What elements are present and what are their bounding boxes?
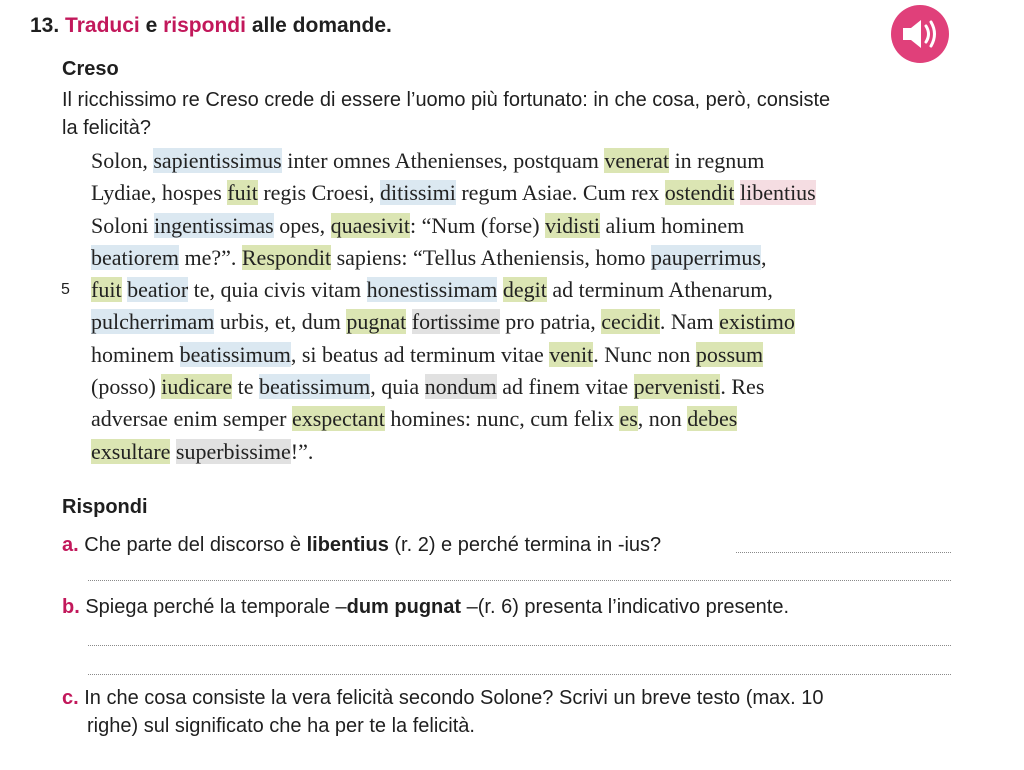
passage-text: regis Croesi, — [257, 180, 381, 206]
question-text: Spiega perché la temporale – — [85, 596, 347, 618]
highlighted-word: pulcherrimam — [91, 309, 215, 335]
passage-text: . Nunc non — [593, 341, 696, 367]
highlighted-word: quaesivit — [330, 212, 411, 238]
passage-text: hominem — [91, 341, 180, 367]
highlighted-word: beatissimum — [179, 341, 291, 367]
highlighted-word: beatiorem — [91, 244, 179, 270]
exercise-verb-answer: rispondi — [163, 14, 246, 37]
highlighted-word: possum — [695, 341, 764, 367]
question-text: Che parte del discorso è — [84, 534, 307, 556]
question-keyword: dum pugnat — [346, 596, 462, 618]
highlighted-word: venerat — [604, 148, 670, 173]
question-letter: a. — [62, 534, 79, 556]
passage-line — [91, 242, 971, 274]
passage-line — [91, 210, 971, 242]
highlighted-word: ostendit — [664, 180, 735, 206]
passage-line — [61, 274, 971, 306]
passage-line — [91, 436, 971, 468]
passage-text: Solon, — [91, 148, 154, 173]
passage-intro-line: la felicità? — [62, 117, 151, 139]
passage-title: Creso — [62, 58, 119, 80]
latin-passage — [61, 145, 971, 468]
highlighted-word: honestissimam — [366, 277, 498, 303]
line-number: 5 — [61, 281, 70, 299]
highlighted-word: iudicare — [161, 374, 233, 400]
highlighted-word: Respondit — [241, 244, 332, 270]
passage-line — [91, 339, 971, 371]
answer-line[interactable] — [88, 580, 951, 581]
passage-intro-line: Il ricchissimo re Creso crede di essere l’uomo più fortunato: in che cosa, però, consiste — [62, 89, 831, 111]
passage-text: Lydiae, hospes — [91, 180, 228, 206]
passage-text: : “Num (forse) — [410, 212, 546, 238]
question-letter: c. — [62, 687, 79, 709]
audio-play-button[interactable] — [891, 5, 949, 63]
passage-text: me?”. — [178, 244, 242, 270]
question-letter: b. — [62, 596, 80, 618]
question-text: In che cosa consiste la vera felicità secondo Solone? Scrivi un breve testo (max. 10 — [84, 687, 824, 709]
passage-text: , si beatus ad terminum vitae — [290, 341, 550, 367]
passage-text: , non — [637, 406, 688, 432]
highlighted-word: degit — [502, 277, 547, 303]
highlighted-word: cecidit — [601, 309, 660, 335]
highlighted-word: pauperrimus — [650, 244, 761, 270]
passage-line — [91, 145, 971, 177]
highlighted-word: exsultare — [91, 438, 171, 464]
answer-line[interactable] — [88, 674, 951, 675]
highlighted-word: fuit — [91, 277, 122, 303]
highlighted-word: fuit — [227, 180, 258, 206]
passage-text: , quia — [370, 374, 425, 400]
passage-text: adversae enim semper — [91, 406, 292, 432]
question-b — [62, 593, 962, 621]
answer-line[interactable] — [736, 552, 951, 553]
exercise-title-rest: alle domande. — [251, 14, 392, 37]
highlighted-word: exspectant — [291, 406, 385, 432]
passage-text: regum Asiae. Cum rex — [455, 180, 665, 206]
passage-intro — [62, 86, 962, 142]
highlighted-word: es — [619, 406, 638, 432]
passage-text: urbis, et, dum — [214, 309, 347, 335]
passage-text: , — [760, 244, 767, 270]
passage-line — [91, 371, 971, 403]
question-text: (r. 2) e perché termina in -ius? — [388, 534, 662, 556]
speaker-icon — [900, 17, 940, 51]
passage-text: te — [232, 374, 260, 400]
answer-line[interactable] — [88, 645, 951, 646]
question-keyword: libentius — [306, 534, 389, 556]
highlighted-word: vidisti — [545, 212, 601, 238]
highlighted-word: venit — [549, 341, 594, 367]
passage-text: in regnum — [669, 148, 765, 173]
highlighted-word: fortissime — [411, 309, 500, 335]
passage-line — [91, 403, 971, 435]
questions-title: Rispondi — [62, 496, 148, 518]
highlighted-word: pervenisti — [633, 374, 721, 400]
exercise-verb-translate: Traduci — [65, 14, 140, 37]
passage-text: ad terminum Athenarum, — [546, 277, 773, 303]
question-a — [62, 531, 962, 559]
highlighted-word: beatissimum — [259, 374, 371, 400]
passage-text: Soloni — [91, 212, 154, 238]
highlighted-word: superbissime — [175, 438, 291, 464]
passage-text: (posso) — [91, 374, 162, 400]
passage-text: te, quia civis vitam — [188, 277, 367, 303]
highlighted-word: existimo — [719, 309, 795, 335]
passage-text: inter omnes Athenienses, postquam — [281, 148, 605, 173]
passage-line — [91, 306, 971, 338]
passage-text: homines: nunc, cum felix — [384, 406, 620, 432]
exercise-number: 13. — [30, 14, 60, 37]
passage-text: ad finem vitae — [496, 374, 634, 400]
exercise-title — [30, 14, 392, 38]
passage-text: . Nam — [659, 309, 720, 335]
passage-text: alium hominem — [600, 212, 745, 238]
highlighted-word: sapientissimus — [153, 148, 282, 173]
passage-text: . Res — [720, 374, 765, 400]
passage-text: opes, — [273, 212, 331, 238]
exercise-conjunction: e — [145, 14, 158, 37]
passage-text: !”. — [290, 438, 314, 464]
highlighted-word: beatior — [127, 277, 189, 303]
passage-line — [91, 177, 971, 209]
highlighted-word: libentius — [739, 180, 816, 206]
question-text: –(r. 6) presenta l’indicativo presente. — [461, 596, 790, 618]
highlighted-word: ingentissimas — [153, 212, 274, 238]
question-text: righe) sul significato che ha per te la felicità. — [87, 715, 475, 737]
highlighted-word: ditissimi — [380, 180, 456, 206]
highlighted-word: debes — [687, 406, 738, 432]
highlighted-word: pugnat — [346, 309, 407, 335]
passage-text — [406, 309, 412, 334]
highlighted-word: nondum — [424, 374, 497, 400]
passage-text: pro patria, — [499, 309, 602, 335]
passage-text: sapiens: “Tellus Atheniensis, homo — [331, 244, 651, 270]
question-c — [62, 684, 962, 740]
